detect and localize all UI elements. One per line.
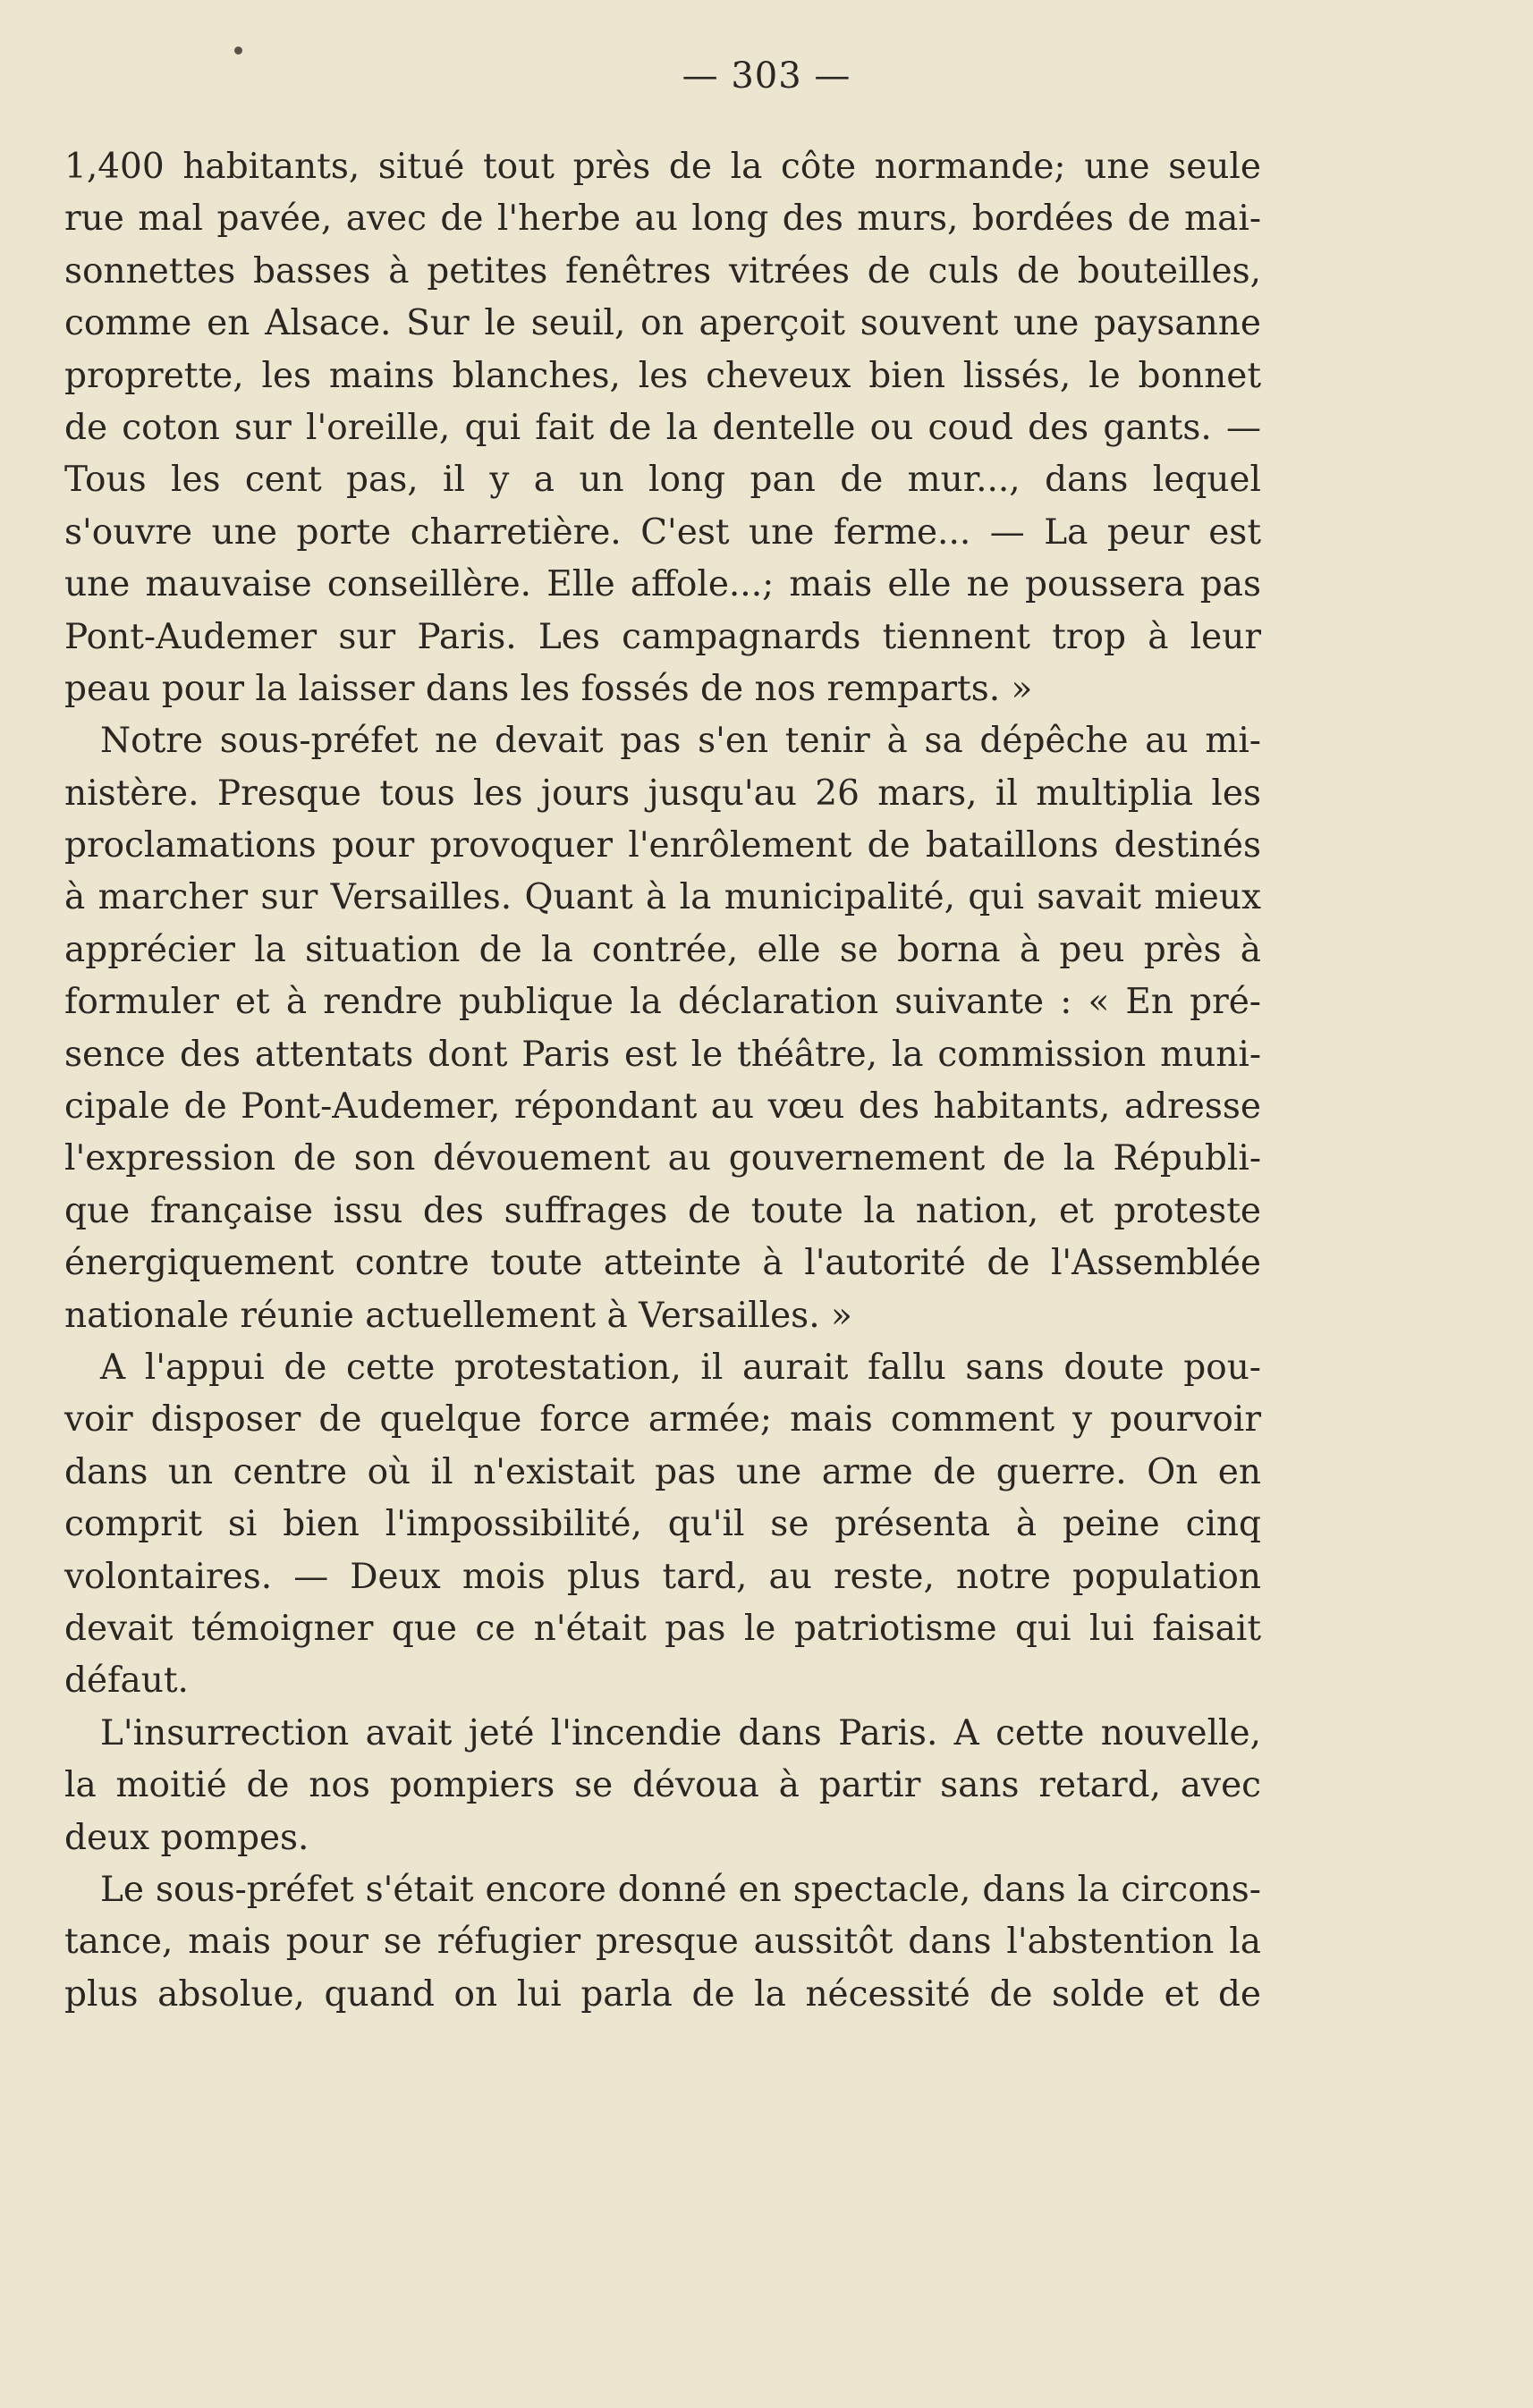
- text-line: de coton sur l'oreille, qui fait de la dentelle ou coud des gants. —: [64, 407, 1261, 448]
- text-line: à marcher sur Versailles. Quant à la municipalité, qui savait mieux: [64, 877, 1261, 918]
- text-line: plus absolue, quand on lui parla de la nécessité de solde et de: [64, 1973, 1261, 2015]
- text-line: voir disposer de quelque force armée; mais comment y pourvoir: [64, 1399, 1261, 1441]
- text-line: apprécier la situation de la contrée, elle se borna à peu près à: [64, 929, 1261, 970]
- text-line: la moitié de nos pompiers se dévoua à partir sans retard, avec: [64, 1765, 1261, 1806]
- text-line: s'ouvre une porte charretière. C'est une ferme... — La peur est: [64, 511, 1261, 553]
- text-line: l'expression de son dévouement au gouvernement de la Républi-: [64, 1138, 1261, 1179]
- text-line: proprette, les mains blanches, les cheveux bien lissés, le bonnet: [64, 355, 1261, 396]
- text-line: défaut.: [64, 1660, 189, 1702]
- text-line: proclamations pour provoquer l'enrôlement de bataillons destinés: [64, 825, 1261, 866]
- text-line: énergiquement contre toute atteinte à l'autorité de l'Assemblée: [64, 1243, 1261, 1284]
- text-line: 1,400 habitants, situé tout près de la côte normande; une seule: [64, 147, 1261, 187]
- text-line: comprit si bien l'impossibilité, qu'il se présenta à peine cinq: [64, 1504, 1261, 1545]
- text-line: Notre sous-préfet ne devait pas s'en tenir à sa dépêche au mi-: [100, 721, 1261, 762]
- text-line: volontaires. — Deux mois plus tard, au reste, notre population: [64, 1556, 1261, 1597]
- text-line: comme en Alsace. Sur le seuil, on aperçoit souvent une paysanne: [64, 303, 1261, 344]
- text-line: Tous les cent pas, il y a un long pan de mur..., dans lequel: [64, 460, 1261, 501]
- text-line: Le sous-préfet s'était encore donné en spectacle, dans la circons-: [100, 1869, 1261, 1910]
- text-line: rue mal pavée, avec de l'herbe au long des murs, bordées de mai-: [64, 199, 1261, 240]
- text-line: devait témoigner que ce n'était pas le patriotisme qui lui faisait: [64, 1608, 1261, 1649]
- page-number: — 303 —: [682, 55, 851, 97]
- text-line: nistère. Presque tous les jours jusqu'au 26 mars, il multiplia les: [64, 773, 1261, 814]
- text-line: dans un centre où il n'existait pas une arme de guerre. On en: [64, 1451, 1261, 1492]
- text-line: peau pour la laisser dans les fossés de nos remparts. »: [64, 668, 1033, 709]
- page-text: [64, 141, 1261, 2021]
- text-line: A l'appui de cette protestation, il aurait fallu sans doute pou-: [100, 1347, 1261, 1388]
- text-line: une mauvaise conseillère. Elle affole...; mais elle ne poussera pas: [64, 564, 1261, 605]
- text-line: cipale de Pont-Audemer, répondant au vœu des habitants, adresse: [64, 1086, 1261, 1128]
- ink-speck: [234, 46, 242, 55]
- text-line: sence des attentats dont Paris est le théâtre, la commission muni-: [64, 1034, 1261, 1075]
- text-line: formuler et à rendre publique la déclaration suivante : « En pré-: [64, 982, 1261, 1023]
- text-line: sonnettes basses à petites fenêtres vitrées de culs de bouteilles,: [64, 250, 1261, 291]
- text-line: deux pompes.: [64, 1817, 309, 1858]
- text-line: L'insurrection avait jeté l'incendie dans Paris. A cette nouvelle,: [100, 1712, 1261, 1753]
- text-line: que française issu des suffrages de toute la nation, et proteste: [64, 1190, 1261, 1231]
- text-line: Pont-Audemer sur Paris. Les campagnards tiennent trop à leur: [64, 616, 1261, 657]
- text-line: nationale réunie actuellement à Versailles. »: [64, 1295, 852, 1336]
- text-line: tance, mais pour se réfugier presque aussitôt dans l'abstention la: [64, 1922, 1261, 1963]
